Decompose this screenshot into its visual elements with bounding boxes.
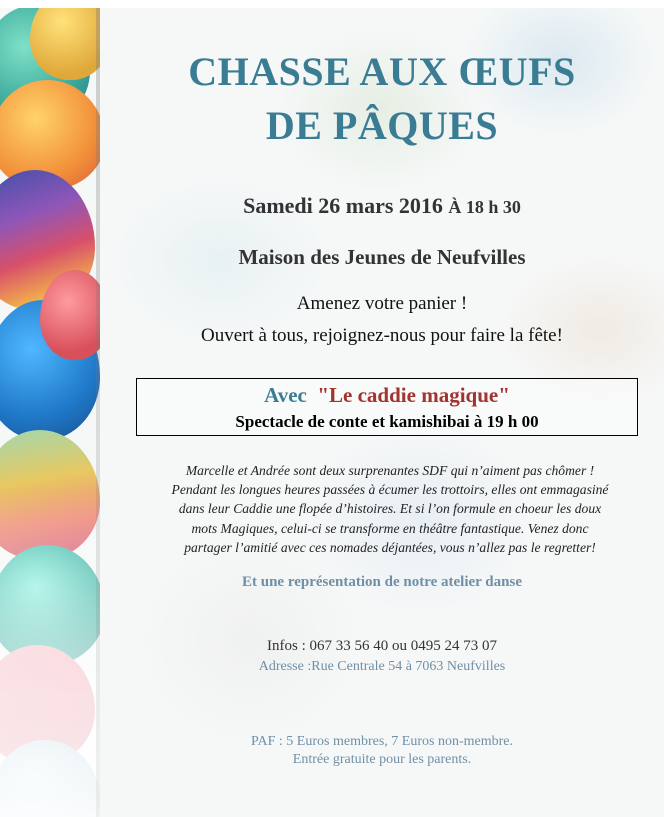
- show-avec-label: Avec: [264, 383, 307, 407]
- title-line-2: DE PÂQUES: [265, 103, 499, 148]
- dance-performance-text: Et une représentation de notre atelier danse: [242, 574, 522, 590]
- description-line: Marcelle et Andrée sont deux surprenantes SDF qui n’aiment pas chômer !: [185, 463, 595, 478]
- event-date: Samedi 26 mars 2016: [243, 193, 443, 218]
- description-line: partager l’amitié avec ces nomades déjantées, vous n’allez pas le regretter!: [184, 539, 596, 555]
- open-to-all-text: Ouvert à tous, rejoignez-nous pour faire la fête!: [201, 325, 563, 346]
- contact-phone-info: Infos : 067 33 56 40 ou 0495 24 73 07: [267, 638, 497, 654]
- event-time: À 18 h 30: [448, 197, 521, 217]
- description-line: dans leur Caddie une flopée d’histoires. Et si l’on formule en choeur les doux: [178, 501, 602, 517]
- title-line-1: CHASSE AUX ŒUFS: [188, 49, 576, 94]
- show-description: [140, 461, 640, 557]
- free-entry-info: Entrée gratuite pour les parents.: [292, 752, 472, 767]
- egg-photo-strip: [0, 0, 100, 817]
- price-info: PAF : 5 Euros membres, 7 Euros non-membre.: [251, 734, 513, 749]
- description-line: mots Magiques, celui-ci se transforme en théâtre fantastique. Venez donc: [191, 520, 589, 536]
- poster-content: [100, 0, 664, 817]
- bring-basket-text: Amenez votre panier !: [296, 293, 468, 314]
- event-address: Adresse :Rue Centrale 54 à 7063 Neufvilles: [258, 659, 506, 674]
- show-heading: [137, 383, 637, 408]
- event-venue: Maison des Jeunes de Neufvilles: [238, 245, 526, 269]
- event-date-time: [100, 193, 664, 219]
- show-name: "Le caddie magique": [317, 383, 510, 407]
- description-line: Pendant les longues heures passées à écumer les trottoirs, elles ont emmagasiné: [171, 482, 609, 498]
- show-info-box: [136, 378, 638, 436]
- show-subtitle: Spectacle de conte et kamishibai à 19 h 00: [235, 412, 539, 431]
